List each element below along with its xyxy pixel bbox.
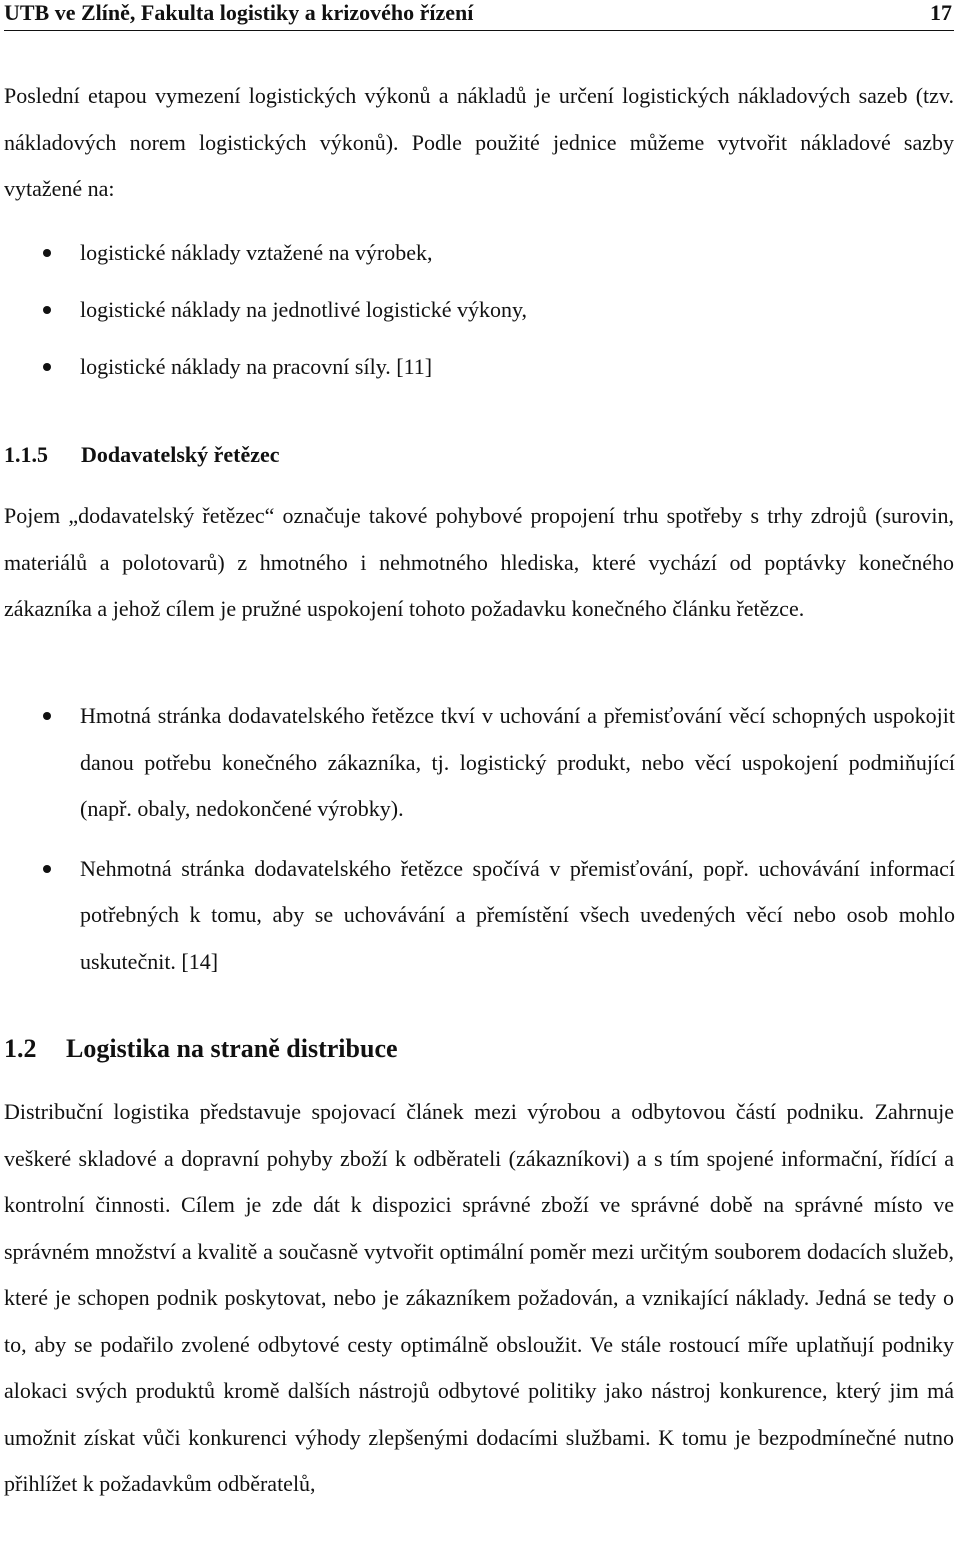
section-number: 1.1.5 bbox=[4, 442, 48, 467]
page-header bbox=[4, 0, 954, 31]
list-item-text: Nehmotná stránka dodavatelského řetězce spočívá v přemisťování, popř. uchovávání informací potřebných k tomu, aby se uchovávání a přemístění všech uvedených věcí nebo osob mohlo uskutečnit. [14] bbox=[80, 855, 955, 974]
list-item bbox=[0, 846, 955, 986]
intro-paragraph: Poslední etapou vymezení logistických výkonů a nákladů je určení logistických nákladových sazeb (tzv. nákladových norem logistických výkonů). Podle použité jednice můžeme vytvořit nákladové sazby vytažené na: bbox=[4, 83, 954, 201]
list-item-text: Hmotná stránka dodavatelského řetězce tkví v uchování a přemisťování věcí schopných uspokojit danou potřebu konečného zákazníka, tj. logistický produkt, nebo věcí uspokojení podmiňující (např. obaly, nedokončené výrobky). bbox=[80, 703, 955, 821]
section-number: 1.2 bbox=[4, 1034, 37, 1063]
list-item bbox=[0, 693, 955, 833]
bullet-icon bbox=[43, 306, 51, 314]
section-heading-1-1-5 bbox=[4, 440, 280, 470]
page-number: 17 bbox=[930, 0, 952, 25]
bullet-icon bbox=[43, 363, 51, 371]
distribution-paragraph: Distribuční logistika představuje spojovací článek mezi výrobou a odbytovou částí podniku. Zahrnuje veškeré skladové a dopravní pohyby zboží k odběrateli (zákazníkovi) a s tím spojené informační, řídící a kontrolní činnosti. Cílem je zde dát k dispozici správné zboží ve správné době na správné místo ve správném množství a kvalitě a současně vytvořit optimální poměr mezi určitým souborem dodacích služeb, které je schopen podnik poskytovat, nebo je zákazníkem požadován, a vznikající náklady. Jedná se tedy o to, aby se podařilo zvolené odbytové cesty optimálně obsloužit. Ve stále rostoucí míře uplatňují podniky alokaci svých produktů kromě dalších nástrojů odbytové politiky jako nástroj konkurence, který jim má umožnit získat vůči konkurenci výhody zlepšenými dodacími službami. K tomu je bezpodmínečné nutno přihlížet k požadavkům odběratelů, bbox=[4, 1099, 954, 1496]
list-item-text: logistické náklady vztažené na výrobek, bbox=[80, 240, 433, 265]
list-item-text: logistické náklady na jednotlivé logistické výkony, bbox=[80, 297, 528, 322]
supply-chain-list bbox=[0, 693, 955, 998]
section-title: Dodavatelský řetězec bbox=[81, 442, 280, 467]
list-item-text: logistické náklady na pracovní síly. [11] bbox=[80, 354, 433, 379]
bullet-icon bbox=[43, 249, 51, 257]
supply-chain-paragraph: Pojem „dodavatelský řetězec“ označuje takové pohybové propojení trhu spotřeby s trhy zdrojů (surovin, materiálů a polotovarů) z hmotného i nehmotného hlediska, které vychází od poptávky konečného zákazníka a jehož cílem je pružné uspokojení tohoto požadavku konečného článku řetězce. bbox=[4, 503, 954, 621]
list-item bbox=[0, 238, 955, 268]
bullet-icon bbox=[43, 712, 51, 720]
cost-list bbox=[0, 238, 955, 409]
list-item bbox=[0, 295, 955, 325]
list-item bbox=[0, 352, 955, 382]
header-title: UTB ve Zlíně, Fakulta logistiky a krizového řízení bbox=[4, 0, 474, 25]
section-title: Logistika na straně distribuce bbox=[66, 1034, 398, 1063]
section-heading-1-2 bbox=[4, 1032, 398, 1066]
bullet-icon bbox=[43, 865, 51, 873]
